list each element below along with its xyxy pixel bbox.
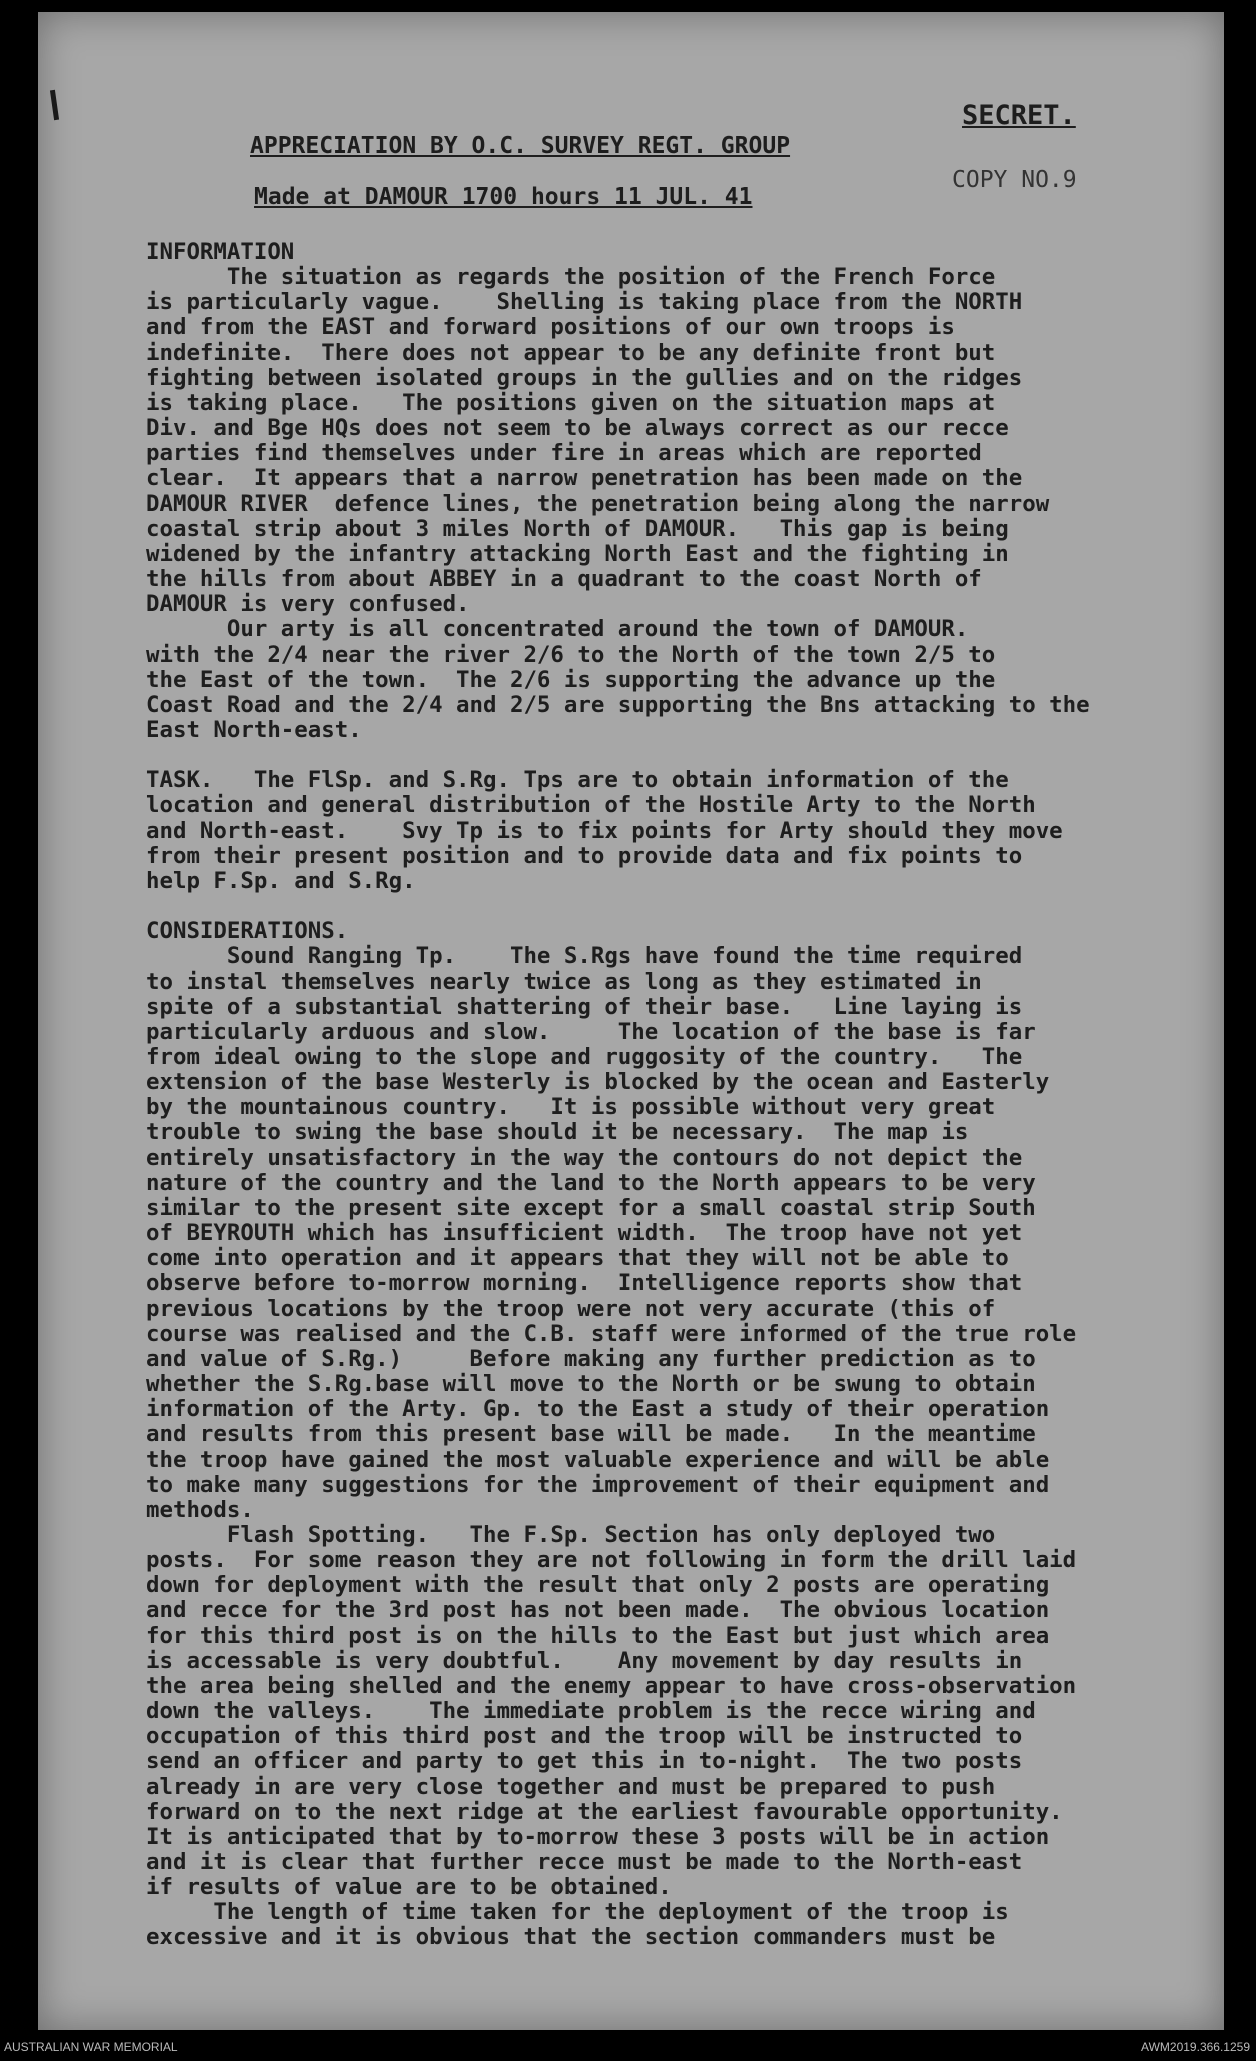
body-line: nature of the country and the land to the North appears to be very [146, 1169, 1036, 1196]
body-line: entirely unsatisfactory in the way the contours do not depict the [146, 1144, 1023, 1171]
body-line: come into operation and it appears that they will not be able to [146, 1245, 1009, 1272]
body-line: similar to the present site except for a small coastal strip South [146, 1194, 1036, 1221]
body-line: DAMOUR RIVER defence lines, the penetration being along the narrow [146, 490, 1050, 517]
body-line: down the valleys. The immediate problem is the recce wiring and [146, 1698, 1036, 1725]
body-line: East North-east. [146, 716, 362, 743]
body-line: Coast Road and the 2/4 and 2/5 are supporting the Bns attacking to the [146, 691, 1090, 718]
footer-catalog-id: AWM2019.366.1259 [1141, 2040, 1250, 2054]
body-line: and it is clear that further recce must be made to the North-east [146, 1849, 1023, 1875]
document-subtitle: Made at DAMOUR 1700 hours 11 JUL. 41 [254, 184, 753, 210]
body-line: help F.Sp. and S.Rg. [146, 867, 416, 894]
body-line: indefinite. There does not appear to be any definite front but [146, 339, 996, 366]
classification-stamp: SECRET. [962, 100, 1076, 131]
body-line: coastal strip about 3 miles North of DAMOUR. This gap is being [146, 515, 1009, 542]
body-line: the area being shelled and the enemy appear to have cross-observation [146, 1672, 1077, 1699]
body-line: the hills from about ABBEY in a quadrant to the coast North of [146, 566, 982, 593]
body-line: The length of time taken for the deployment of the troop is [146, 1899, 1009, 1926]
body-line: posts. For some reason they are not following in form the drill laid [146, 1547, 1077, 1574]
document-title: APPRECIATION BY O.C. SURVEY REGT. GROUP [250, 133, 791, 159]
copy-number: COPY NO.9 [952, 167, 1077, 193]
body-line: clear. It appears that a narrow penetration has been made on the [146, 465, 1023, 492]
body-line: previous locations by the troop were not very accurate (this of [146, 1295, 996, 1322]
body-line: DAMOUR is very confused. [146, 591, 470, 618]
body-line: widened by the infantry attacking North East and the fighting in [146, 540, 1009, 567]
body-line: spite of a substantial shattering of their base. Line laying is [146, 993, 1023, 1020]
body-line: to instal themselves nearly twice as long as they estimated in [146, 968, 982, 995]
body-line: whether the S.Rg.base will move to the North or be swung to obtain [146, 1371, 1036, 1398]
body-line: excessive and it is obvious that the section commanders must be [146, 1924, 996, 1951]
body-line: and from the EAST and forward positions of our own troops is [146, 314, 955, 341]
body-line: the troop have gained the most valuable experience and will be able [146, 1446, 1050, 1473]
body-line: trouble to swing the base should it be necessary. The map is [146, 1119, 969, 1146]
body-line [146, 894, 1216, 919]
body-line: The situation as regards the position of the French Force [146, 264, 996, 291]
body-line: with the 2/4 near the river 2/6 to the North of the town 2/5 to [146, 641, 996, 668]
body-line: observe before to-morrow morning. Intelligence reports show that [146, 1270, 1023, 1297]
body-line [146, 743, 1216, 768]
body-line: Div. and Bge HQs does not seem to be always correct as our recce [146, 415, 1009, 442]
body-line: INFORMATION [146, 239, 295, 265]
body-line: parties find themselves under fire in areas which are reported [146, 440, 982, 467]
body-line: TASK. The FlSp. and S.Rg. Tps are to obtain information of the [146, 767, 1009, 794]
body-line: Flash Spotting. The F.Sp. Section has only deployed two [146, 1521, 996, 1548]
body-line: It is anticipated that by to-morrow these 3 posts will be in action [146, 1823, 1050, 1850]
body-line: and value of S.Rg.) Before making any further prediction as to [146, 1345, 1036, 1372]
body-line: by the mountainous country. It is possible without very great [146, 1094, 996, 1121]
body-line: is particularly vague. Shelling is taking place from the NORTH [146, 289, 1023, 316]
body-line: and results from this present base will be made. In the meantime [146, 1421, 1036, 1448]
body-line: send an officer and party to get this in to-night. The two posts [146, 1748, 1023, 1775]
body-line: Sound Ranging Tp. The S.Rgs have found the time required [146, 943, 1023, 970]
body-line: is accessable is very doubtful. Any movement by day results in [146, 1647, 1023, 1674]
body-line: CONSIDERATIONS. [146, 918, 349, 945]
body-line: from ideal owing to the slope and ruggosity of the country. The [146, 1044, 1023, 1070]
body-line: from their present position and to provide data and fix points to [146, 842, 1023, 869]
body-line: is taking place. The positions given on the situation maps at [146, 389, 996, 416]
body-line: particularly arduous and slow. The location of the base is far [146, 1018, 1036, 1045]
body-line: down for deployment with the result that only 2 posts are operating [146, 1572, 1050, 1599]
document-body [146, 240, 1216, 1951]
body-line: Our arty is all concentrated around the town of DAMOUR. [146, 616, 969, 643]
body-line: already in are very close together and must be prepared to push [146, 1773, 996, 1800]
body-line: for this third post is on the hills to the East but just which area [146, 1622, 1050, 1649]
body-line: and North-east. Svy Tp is to fix points for Arty should they move [146, 817, 1063, 844]
body-line: information of the Arty. Gp. to the East a study of their operation [146, 1396, 1050, 1423]
body-line: and recce for the 3rd post has not been made. The obvious location [146, 1597, 1050, 1624]
body-line: of BEYROUTH which has insufficient width. The troop have not yet [146, 1220, 1023, 1247]
footer-institution: AUSTRALIAN WAR MEMORIAL [4, 2040, 178, 2054]
body-line: if results of value are to be obtained. [146, 1874, 672, 1901]
body-line: fighting between isolated groups in the gullies and on the ridges [146, 364, 1023, 391]
body-line: location and general distribution of the Hostile Arty to the North [146, 792, 1036, 819]
body-line: occupation of this third post and the troop will be instructed to [146, 1723, 1023, 1750]
body-line: methods. [146, 1496, 254, 1523]
body-line: extension of the base Westerly is blocked by the ocean and Easterly [146, 1069, 1050, 1096]
body-line: the East of the town. The 2/6 is supporting the advance up the [146, 666, 996, 693]
body-line: forward on to the next ridge at the earliest favourable opportunity. [146, 1798, 1063, 1825]
body-line: to make many suggestions for the improvement of their equipment and [146, 1471, 1050, 1498]
body-line: course was realised and the C.B. staff were informed of the true role [146, 1320, 1077, 1347]
